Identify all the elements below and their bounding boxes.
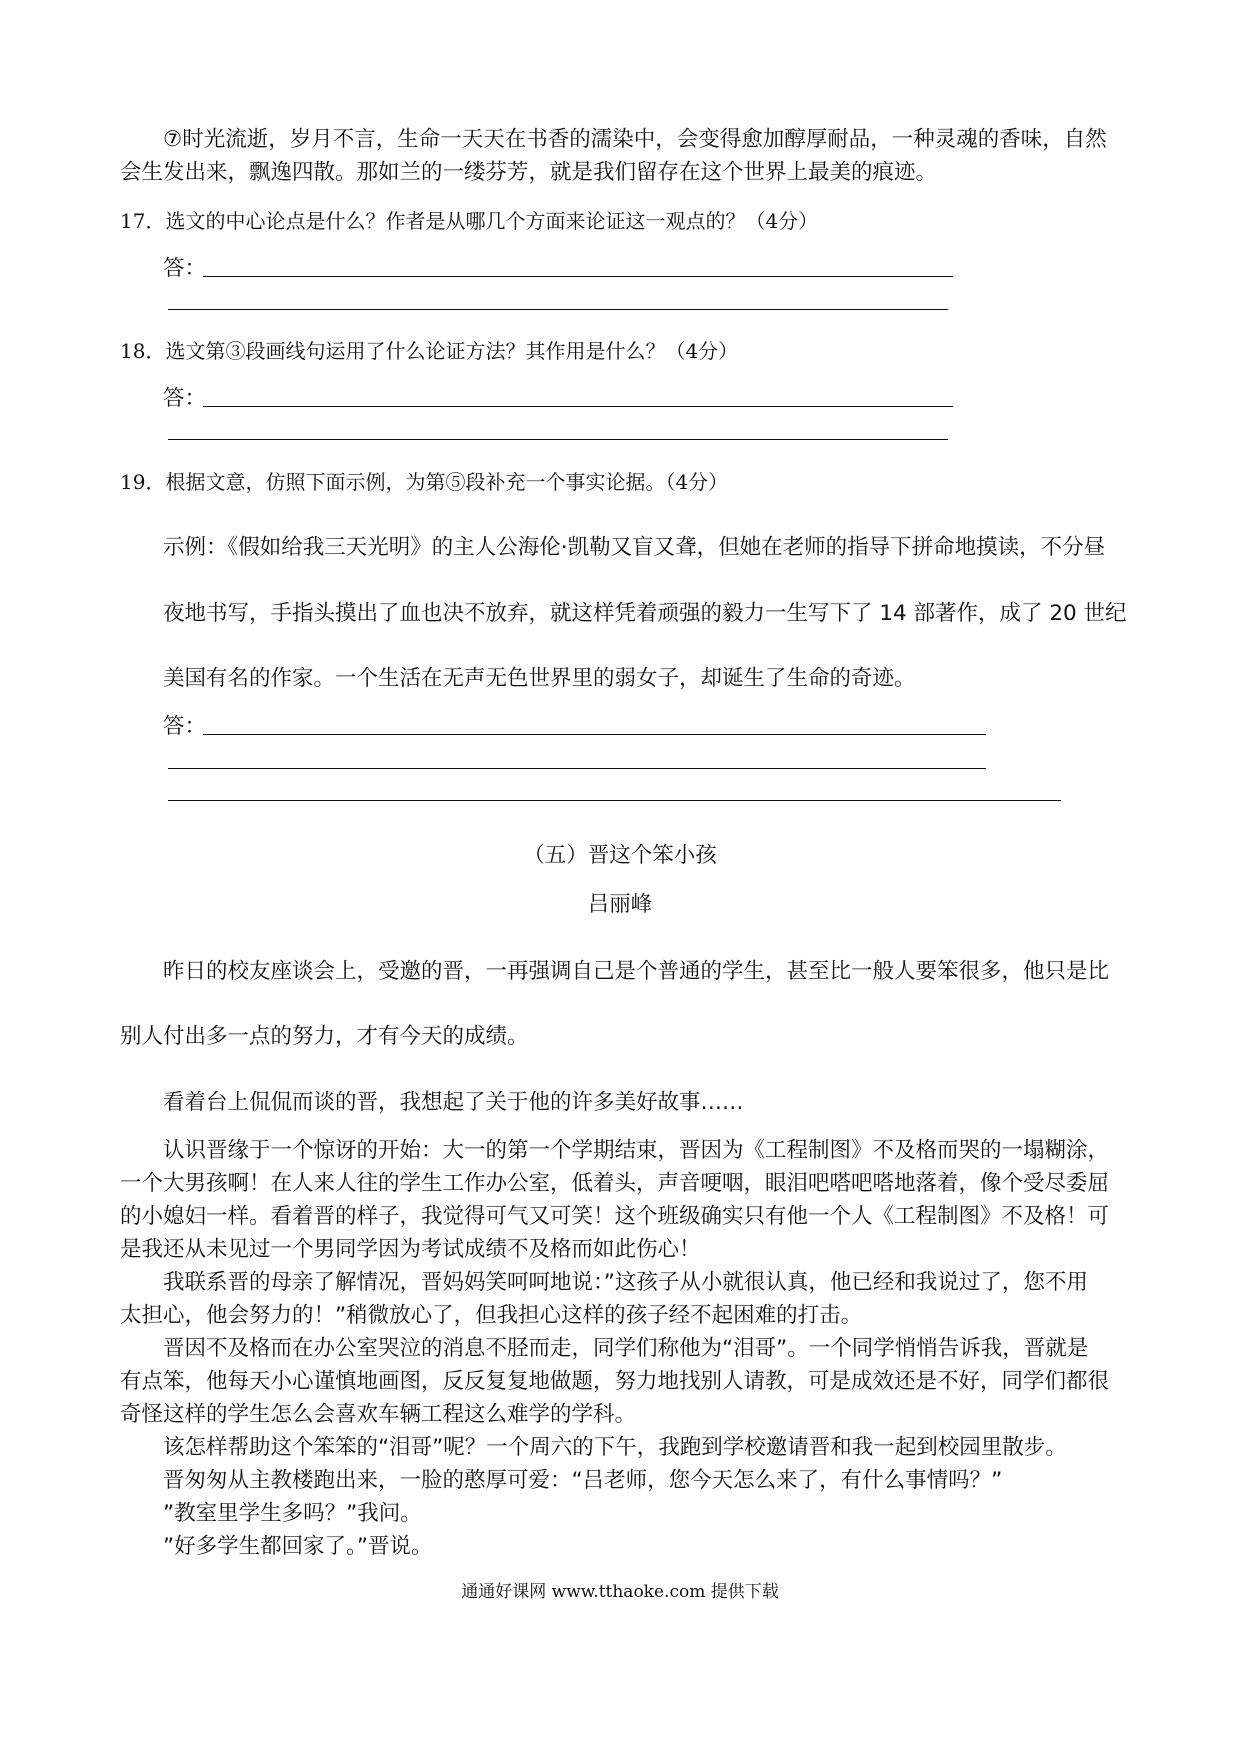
example-line-1: 示例：《假如给我三天光明》的主人公海伦·凯勒又盲又聋，但她在老师的指导下拼命地摸读，不分昼 (163, 535, 1106, 560)
answer-label-18: 答： (163, 386, 207, 411)
answer-line-17-2[interactable] (168, 309, 948, 310)
article-p4-line-2: 太担心，他会努力的！”稍微放心了，但我担心这样的孩子经不起困难的打击。 (120, 1303, 863, 1328)
article-p7: 晋匆匆从主教楼跑出来，一脸的憨厚可爱：“吕老师，您今天怎么来了，有什么事情吗？” (163, 1468, 1003, 1493)
article-p5-line-2: 有点笨，他每天小心谨慎地画图，反反复复地做题，努力地找别人请教，可是成效还是不好，同学们都很 (120, 1369, 1110, 1394)
article-author: 吕丽峰 (587, 892, 653, 917)
article-p3-line-3: 的小媳妇一样。看着晋的样子，我觉得可气又可笑！这个班级确实只有他一个人《工程制图》不及格！可 (120, 1204, 1110, 1229)
answer-label-17: 答： (163, 256, 207, 281)
answer-line-17-1[interactable] (203, 276, 953, 277)
question-18: 18．选文第③段画线句运用了什么论证方法？其作用是什么？（4分） (120, 339, 739, 363)
article-p2: 看着台上侃侃而谈的晋，我想起了关于他的许多美好故事…… (163, 1090, 744, 1115)
answer-line-19-3[interactable] (168, 800, 1061, 801)
question-17: 17．选文的中心论点是什么？作者是从哪几个方面来论证这一观点的？（4分） (120, 209, 819, 233)
paragraph-7-line-2: 会生发出来，飘逸四散。那如兰的一缕芬芳，就是我们留存在这个世界上最美的痕迹。 (120, 160, 938, 185)
article-p9: ”好多学生都回家了。”晋说。 (163, 1534, 433, 1559)
question-19: 19．根据文意，仿照下面示例，为第⑤段补充一个事实论据。（4分） (120, 470, 729, 494)
article-p3-line-1: 认识晋缘于一个惊讶的开始：大一的第一个学期结束，晋因为《工程制图》不及格而哭的一塌糊涂， (163, 1138, 1110, 1163)
footer-credit: 通通好课网 www.tthaoke.com 提供下载 (461, 1582, 779, 1602)
example-line-3: 美国有名的作家。一个生活在无声无色世界里的弱女子，却诞生了生命的奇迹。 (163, 666, 916, 691)
answer-label-19: 答： (163, 714, 207, 739)
paragraph-7-line-1: ⑦时光流逝，岁月不言，生命一天天在书香的濡染中，会变得愈加醇厚耐品，一种灵魂的香味，自然 (163, 127, 1107, 152)
answer-line-18-1[interactable] (203, 406, 953, 407)
article-p3-line-2: 一个大男孩啊！在人来人往的学生工作办公室，低着头，声音哽咽，眼泪吧嗒吧嗒地落着，像个受尽委屈 (120, 1171, 1110, 1196)
article-p1-line-2: 别人付出多一点的努力，才有今天的成绩。 (120, 1024, 529, 1049)
article-p4-line-1: 我联系晋的母亲了解情况，晋妈妈笑呵呵地说：”这孩子从小就很认真，他已经和我说过了，您不用 (163, 1270, 1088, 1295)
article-title: （五）晋这个笨小孩 (523, 843, 717, 868)
article-p8: ”教室里学生多吗？”我问。 (163, 1501, 422, 1526)
article-p1-line-1: 昨日的校友座谈会上，受邀的晋，一再强调自己是个普通的学生，甚至比一般人要笨很多，他只是比 (163, 959, 1110, 984)
answer-line-19-1[interactable] (203, 734, 986, 735)
answer-line-19-2[interactable] (168, 768, 986, 769)
example-line-2: 夜地书写，手指头摸出了血也决不放弃，就这样凭着顽强的毅力一生写下了 14 部著作，成了 20 世纪 (163, 601, 1127, 626)
article-p5-line-3: 奇怪这样的学生怎么会喜欢车辆工程这么难学的学科。 (120, 1402, 637, 1427)
article-p3-line-4: 是我还从未见过一个男同学因为考试成绩不及格而如此伤心！ (120, 1237, 701, 1262)
article-p5-line-1: 晋因不及格而在办公室哭泣的消息不胫而走，同学们称他为“泪哥”。一个同学悄悄告诉我，晋就是 (163, 1336, 1089, 1361)
answer-line-18-2[interactable] (168, 439, 948, 440)
article-p6: 该怎样帮助这个笨笨的“泪哥”呢？一个周六的下午，我跑到学校邀请晋和我一起到校园里散步。 (163, 1435, 1067, 1460)
